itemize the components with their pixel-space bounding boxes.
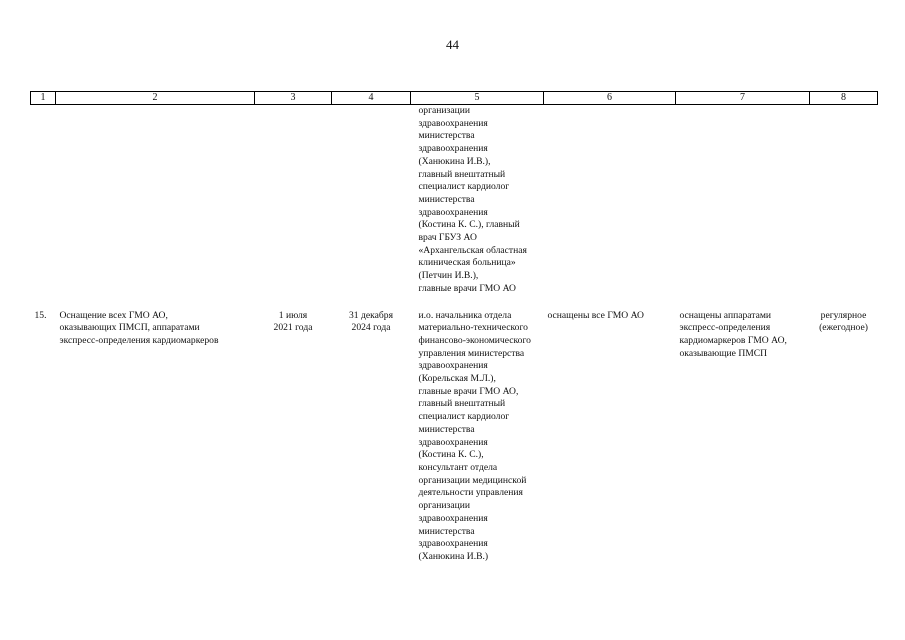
text-line: оказывающие ПМСП bbox=[679, 347, 768, 359]
responsible-cell bbox=[411, 105, 544, 296]
text-line: здравоохранения bbox=[418, 538, 488, 550]
text-line: специалист кардиолог bbox=[418, 181, 510, 193]
column-header: 3 bbox=[255, 92, 332, 105]
text-line: (Корельская М.Л.), bbox=[418, 373, 496, 385]
column-numbers-row bbox=[31, 92, 878, 105]
text-line: министерства bbox=[418, 193, 475, 205]
text-line: 31 декабря bbox=[349, 309, 393, 321]
responsible-cell bbox=[411, 310, 544, 564]
text-line: регулярное bbox=[820, 309, 867, 321]
text-line: 1 июля bbox=[278, 309, 308, 321]
text-line: здравоохранения bbox=[418, 512, 488, 524]
text-line: оснащены аппаратами bbox=[679, 309, 772, 321]
text-line: министерства bbox=[418, 423, 475, 435]
text-line: специалист кардиолог bbox=[418, 411, 510, 423]
start-date-cell bbox=[255, 310, 332, 564]
text-line: 2021 года bbox=[273, 322, 313, 334]
text-line: и.о. начальника отдела bbox=[418, 309, 512, 321]
text-line: главный внештатный bbox=[418, 168, 506, 180]
text-line: финансово-экономического bbox=[418, 334, 531, 346]
text-line: оказывающих ПМСП, аппаратами bbox=[59, 322, 200, 334]
text-line: организации bbox=[418, 500, 471, 512]
table-row bbox=[31, 310, 878, 564]
text-line: клиническая больница» bbox=[418, 257, 516, 269]
text-line: управления министерства bbox=[418, 347, 525, 359]
text-line: оснащены все ГМО АО bbox=[547, 309, 644, 321]
text-line: врач ГБУЗ АО bbox=[418, 232, 477, 244]
text-line: (Ханюкина И.В.), bbox=[418, 155, 491, 167]
text-line: кардиомаркеров ГМО АО, bbox=[679, 334, 787, 346]
indicator-cell bbox=[676, 310, 810, 564]
result-cell bbox=[544, 310, 676, 564]
end-date-lines bbox=[336, 310, 407, 335]
row-number: 15. bbox=[34, 309, 47, 321]
page-number: 44 bbox=[446, 37, 459, 52]
end-date-cell bbox=[332, 310, 411, 564]
text-line: здравоохранения bbox=[418, 143, 488, 155]
event-lines bbox=[60, 310, 251, 348]
text-line: министерства bbox=[418, 130, 475, 142]
column-header: 6 bbox=[544, 92, 676, 105]
column-header: 5 bbox=[411, 92, 544, 105]
text-line: организации медицинской bbox=[418, 474, 527, 486]
text-line: здравоохранения bbox=[418, 436, 488, 448]
frequency-cell bbox=[810, 310, 878, 564]
indicator-lines bbox=[680, 310, 806, 361]
column-header: 7 bbox=[676, 92, 810, 105]
start-date-lines bbox=[259, 310, 328, 335]
text-line: (Костина К. С.), bbox=[418, 449, 484, 461]
responsible-lines bbox=[419, 105, 540, 296]
text-line: экспресс-определения bbox=[679, 322, 771, 334]
text-line: «Архангельская областная bbox=[418, 244, 527, 256]
frequency-lines bbox=[814, 310, 874, 335]
text-line: экспресс-определения кардиомаркеров bbox=[59, 334, 219, 346]
plan-table bbox=[30, 91, 878, 564]
continued-row bbox=[31, 105, 878, 296]
text-line: здравоохранения bbox=[418, 206, 488, 218]
text-line: (Петчин И.В.), bbox=[418, 270, 479, 282]
text-line: 2024 года bbox=[351, 322, 391, 334]
text-line: здравоохранения bbox=[418, 117, 488, 129]
result-lines bbox=[548, 310, 672, 323]
column-header: 8 bbox=[810, 92, 878, 105]
text-line: главный внештатный bbox=[418, 398, 506, 410]
text-line: организации bbox=[418, 105, 471, 116]
text-line: деятельности управления bbox=[418, 487, 523, 499]
text-line: главные врачи ГМО АО, bbox=[418, 385, 519, 397]
text-line: министерства bbox=[418, 525, 475, 537]
text-line: (Ханюкина И.В.) bbox=[418, 550, 489, 562]
text-line: главные врачи ГМО АО bbox=[418, 282, 516, 294]
text-line: консультант отдела bbox=[418, 461, 498, 473]
text-line: материально-технического bbox=[418, 322, 528, 334]
column-header: 2 bbox=[56, 92, 255, 105]
text-line: Оснащение всех ГМО АО, bbox=[59, 309, 168, 321]
text-line: здравоохранения bbox=[418, 360, 488, 372]
text-line: (Костина К. С.), главный bbox=[418, 219, 520, 231]
responsible-lines bbox=[419, 310, 540, 564]
event-cell bbox=[56, 310, 255, 564]
column-header: 1 bbox=[31, 92, 56, 105]
text-line: (ежегодное) bbox=[819, 322, 868, 334]
column-header: 4 bbox=[332, 92, 411, 105]
